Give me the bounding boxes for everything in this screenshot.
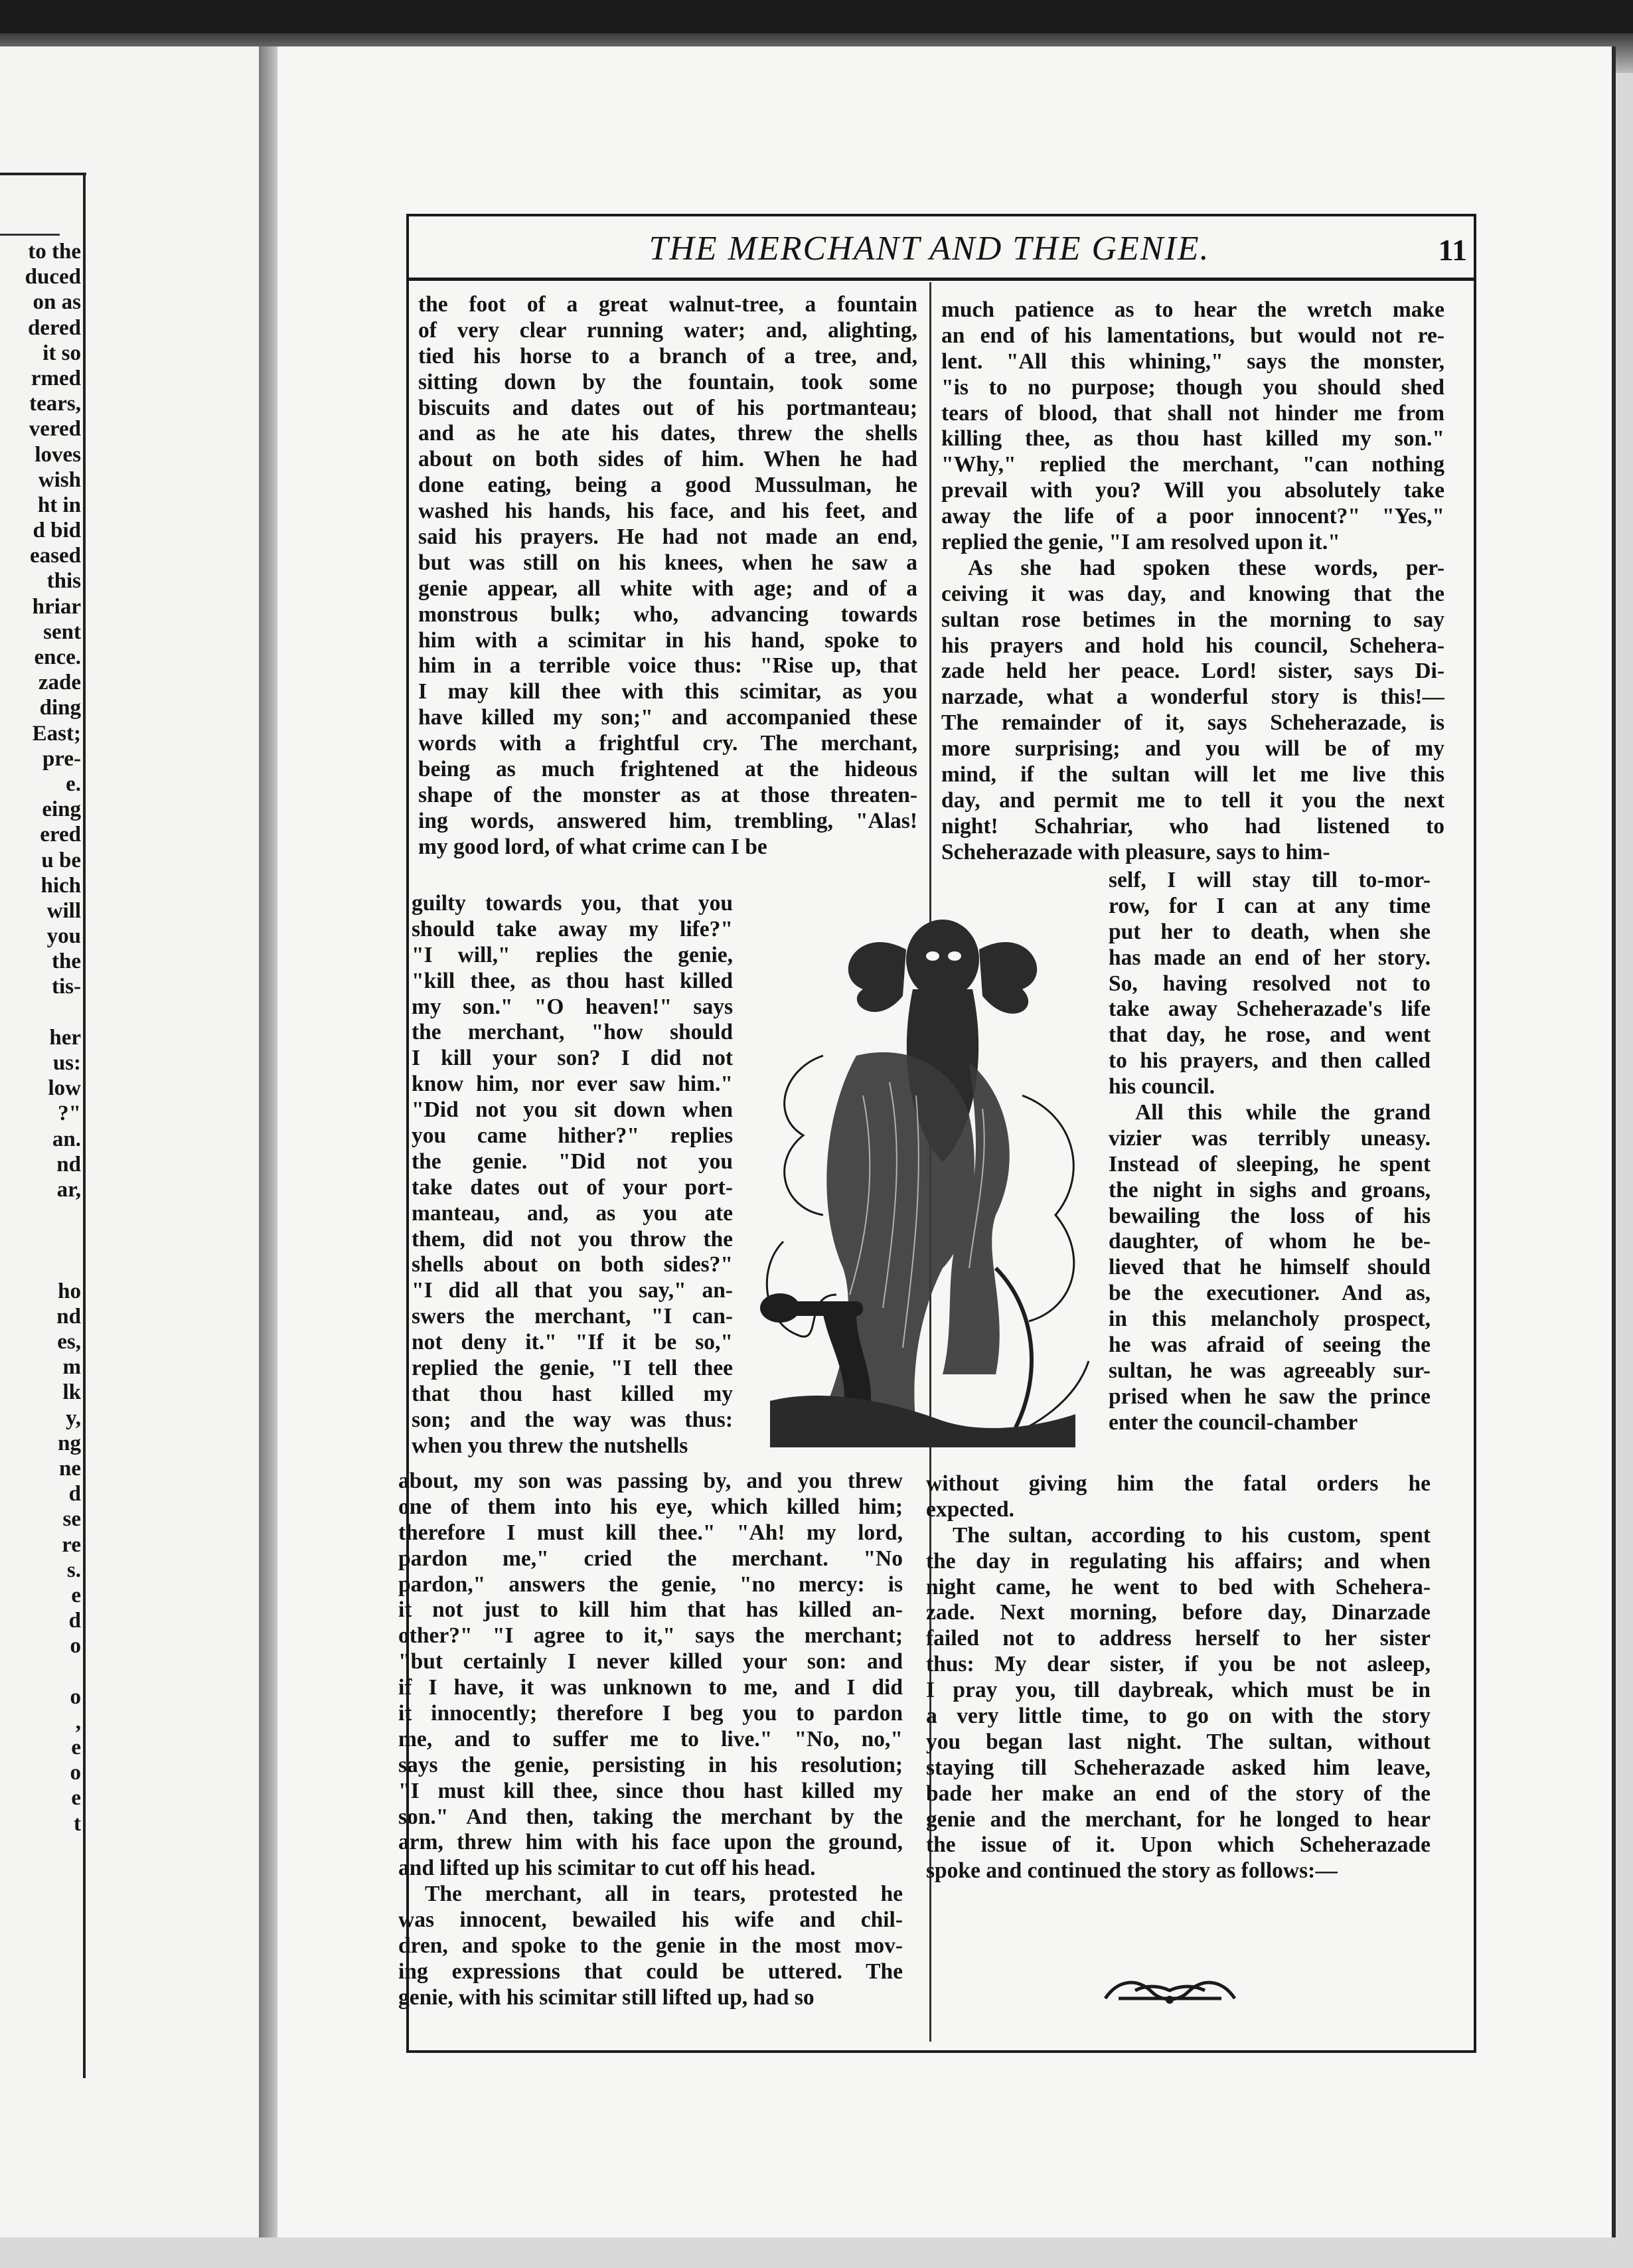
text-line: night came, he went to bed with Schehera- <box>926 1574 1431 1599</box>
left-page-fragment: e <box>71 1736 81 1760</box>
text-line: The remainder of it, says Scheherazade, is <box>941 710 1444 736</box>
text-line: "I will," replies the genie, <box>412 942 733 967</box>
text-line: take dates out of your port- <box>412 1174 733 1200</box>
genie-illustration <box>743 896 1102 1454</box>
text-line: genie and the merchant, for he longed to hear <box>926 1807 1431 1832</box>
text-line: vizier was terribly uneasy. <box>1109 1125 1431 1151</box>
text-line: know him, nor ever saw him." <box>412 1072 733 1097</box>
text-line: a very little time, to go on with the story <box>926 1704 1431 1729</box>
text-line: genie appear, all white with age; and of a <box>418 576 917 601</box>
left-page-fragment: hriar <box>32 594 81 619</box>
left-page-fragment: tears, <box>29 392 81 416</box>
text-line: monstrous bulk; who, advancing towards <box>418 602 917 627</box>
left-page-fragment: loves <box>35 442 81 467</box>
left-page-fragment: East; <box>32 721 81 746</box>
text-line: put her to death, when she <box>1109 919 1431 944</box>
left-page-fragment: o <box>70 1634 81 1659</box>
text-line: that day, he rose, and went <box>1109 1022 1431 1048</box>
text-line: about on both sides of him. When he had <box>418 447 917 472</box>
text-line: bewailing the loss of his <box>1109 1203 1431 1228</box>
right-column-text <box>941 297 1444 866</box>
text-line: have killed my son;" and accompanied these <box>418 705 917 730</box>
left-page-fragment: ered <box>40 823 81 847</box>
text-line: genie, with his scimitar still lifted up, had so <box>398 1984 815 2010</box>
left-column-continued-text <box>398 1469 903 2011</box>
text-line: dren, and spoke to the genie in the most mov- <box>398 1933 903 1959</box>
text-line: and lifted up his scimitar to cut off his head. <box>398 1856 816 1881</box>
left-page-fragment: the <box>52 949 81 974</box>
text-line: without giving him the fatal orders he <box>926 1471 1431 1496</box>
left-page-fragment: re <box>62 1532 81 1557</box>
text-line: done eating, being a good Mussulman, he <box>418 473 917 498</box>
text-line: "I did all that you say," an- <box>412 1278 733 1303</box>
left-page-fragment: d bid <box>33 519 81 543</box>
text-line: spoke and continued the story as follows:— <box>926 1858 1338 1884</box>
text-line: the genie. "Did not you <box>412 1149 733 1174</box>
text-line: be the executioner. And as, <box>1109 1281 1431 1306</box>
left-page-fragment: tis- <box>52 975 81 999</box>
text-line: night! Schahriar, who had listened to <box>941 813 1444 839</box>
text-line: words with a frightful cry. The merchant, <box>418 731 917 756</box>
text-line: day, and permit me to tell it you the next <box>941 787 1444 813</box>
left-page-fragment <box>0 1202 81 1228</box>
left-page-fragment: dered <box>27 315 81 340</box>
text-line: washed his hands, his face, and his feet, and <box>418 499 917 524</box>
text-line: my good lord, of what crime can I be <box>418 834 767 859</box>
left-page-fragment: nd <box>56 1304 81 1329</box>
left-page-fragment: e <box>71 1786 81 1811</box>
text-line: the night in sighs and groans, <box>1109 1177 1431 1202</box>
text-line: failed not to address herself to her sister <box>926 1626 1431 1651</box>
text-line: prised when he saw the prince <box>1109 1384 1431 1409</box>
text-line: mind, if the sultan will let me live this <box>941 762 1444 787</box>
text-line: the issue of it. Upon which Scheherazade <box>926 1832 1431 1858</box>
text-line: them, did not you throw the <box>412 1226 733 1252</box>
text-line: I kill your son? I did not <box>412 1046 733 1071</box>
left-page-subrule <box>0 234 60 236</box>
text-line: of very clear running water; and, alighting, <box>418 317 917 343</box>
text-line: sitting down by the fountain, took some <box>418 369 917 394</box>
text-line: more surprising; and you will be of my <box>941 736 1444 762</box>
text-line: therefore I must kill thee." "Ah! my lord, <box>398 1520 903 1545</box>
left-page-fragment: will <box>46 898 81 923</box>
text-line: manteau, and, as you ate <box>412 1200 733 1226</box>
text-line: to his prayers, and then called <box>1109 1048 1431 1074</box>
left-page-fragment <box>0 1659 81 1684</box>
left-page-fragment <box>0 1228 81 1253</box>
page-number: 11 <box>1438 233 1467 267</box>
text-line: expected. <box>926 1497 1015 1522</box>
left-page-fragment: on as <box>33 290 81 315</box>
text-line: away the life of a poor innocent?" "Yes," <box>941 504 1444 529</box>
text-line: ceiving it was day, and knowing that the <box>941 581 1444 606</box>
text-line: So, having resolved not to <box>1109 971 1431 996</box>
left-page-fragment: o <box>70 1684 81 1709</box>
text-line: daughter, of whom he be- <box>1109 1229 1431 1254</box>
text-line: prevail with you? Will you absolutely take <box>941 478 1444 503</box>
left-page-fragment: e <box>71 1583 81 1607</box>
text-line: staying till Scheherazade asked him leave, <box>926 1755 1431 1780</box>
text-line: the merchant, "how should <box>412 1020 733 1045</box>
header-rule <box>406 278 1474 281</box>
left-page-fragment: an. <box>52 1127 81 1151</box>
text-line: not deny it." "If it be so," <box>412 1330 733 1355</box>
text-line: my son." "O heaven!" says <box>412 994 733 1019</box>
right-column-continued-text <box>926 1471 1431 1884</box>
text-line: that thou hast killed my <box>412 1381 733 1406</box>
left-page-fragment: her <box>49 1025 81 1050</box>
text-line: lent. "All this whining," says the monster, <box>941 349 1444 374</box>
left-page-fragment: vered <box>29 417 81 442</box>
text-line: "is to no purpose; though you should shed <box>941 374 1444 400</box>
text-line: me, and to suffer me to live." "No, no," <box>398 1726 903 1751</box>
text-line: pardon me," cried the merchant. "No <box>398 1546 903 1571</box>
text-line: swers the merchant, "I can- <box>412 1304 733 1329</box>
text-line: "kill thee, as thou hast killed <box>412 968 733 993</box>
left-page-fragment: you <box>46 924 81 949</box>
text-line: he was afraid of seeing the <box>1109 1333 1431 1358</box>
text-line: should take away my life?" <box>412 916 733 941</box>
text-line: take away Scheherazade's life <box>1109 997 1431 1022</box>
text-line: his prayers and hold his council, Schehera- <box>941 633 1444 658</box>
left-page-fragment: sent <box>43 619 81 644</box>
left-page-rule <box>0 173 86 175</box>
text-line: Scheherazade with pleasure, says to him- <box>941 839 1330 864</box>
text-line: and as he ate his dates, threw the shells <box>418 421 917 446</box>
text-line: has made an end of her story. <box>1109 945 1431 970</box>
text-line: I pray you, till daybreak, which must be in <box>926 1678 1431 1703</box>
text-line: killing thee, as thou hast killed my son." <box>941 426 1444 451</box>
text-line: zade. Next morning, before day, Dinarzade <box>926 1600 1431 1625</box>
text-line: "but certainly I never killed your son: and <box>398 1649 903 1674</box>
text-line: you began last night. The sultan, without <box>926 1729 1431 1754</box>
right-column-wrapped-text <box>1109 868 1431 1436</box>
text-line: an end of his lamentations, but would not re- <box>941 323 1444 348</box>
text-line: narzade, what a wonderful story is this!— <box>941 685 1444 710</box>
left-page-fragment: us: <box>52 1051 81 1075</box>
text-line: much patience as to hear the wretch make <box>941 297 1444 322</box>
left-page-fragment: lk <box>62 1380 81 1405</box>
left-page-fragment: eing <box>42 797 81 822</box>
text-line: All this while the grand <box>1135 1100 1431 1125</box>
text-line: sultan, he was agreeably sur- <box>1109 1358 1431 1383</box>
left-page-fragment: ng <box>58 1431 81 1455</box>
ornament-icon <box>1099 1972 1241 2012</box>
left-page-fragment: zade <box>38 671 81 695</box>
left-page-fragment: to the <box>28 240 81 264</box>
left-page-fragment: m <box>62 1355 81 1380</box>
text-line: The sultan, according to his custom, spent <box>953 1522 1431 1548</box>
text-line: one of them into his eye, which killed him; <box>398 1494 903 1519</box>
text-line: the day in regulating his affairs; and when <box>926 1548 1431 1574</box>
left-page-fragment: ho <box>58 1279 81 1303</box>
left-page <box>0 46 262 2237</box>
text-line: him in a terrible voice thus: "Rise up, that <box>418 653 917 679</box>
left-page-fragment: ding <box>39 696 81 720</box>
left-page-fragment: ence. <box>34 645 81 669</box>
left-page-fragment: ?" <box>58 1101 81 1126</box>
text-line: "Did not you sit down when <box>412 1097 733 1123</box>
text-line: son." And then, taking the merchant by the <box>398 1804 903 1829</box>
left-column-text <box>418 292 917 860</box>
text-line: lieved that he himself should <box>1109 1255 1431 1280</box>
text-line: enter the council-chamber <box>1109 1410 1358 1435</box>
left-page-fragment: o <box>70 1761 81 1785</box>
text-line: it innocently; therefore I beg you to pardon <box>398 1701 903 1726</box>
text-line: the foot of a great walnut-tree, a fountain <box>418 292 917 317</box>
left-page-fragment: eased <box>30 544 81 568</box>
text-line: Instead of sleeping, he spent <box>1109 1151 1431 1176</box>
text-line: The merchant, all in tears, protested he <box>425 1882 903 1907</box>
text-line: him with a scimitar in his hand, spoke to <box>418 627 917 653</box>
text-line: biscuits and dates out of his portmanteau; <box>418 395 917 420</box>
text-line: As she had spoken these words, per- <box>968 555 1444 580</box>
text-line: but was still on his knees, when he saw a <box>418 550 917 575</box>
left-page-fragment: hich <box>40 873 81 898</box>
text-line: his council. <box>1109 1074 1215 1099</box>
text-line: replied the genie, "I am resolved upon it." <box>941 530 1340 555</box>
text-line: bade her make an end of the story of the <box>926 1781 1431 1806</box>
running-head: THE MERCHANT AND THE GENIE. <box>649 230 1210 268</box>
text-line: "Why," replied the merchant, "can nothing <box>941 452 1444 477</box>
text-line: you came hither?" replies <box>412 1123 733 1149</box>
text-line: pardon," answers the genie, "no mercy: is <box>398 1572 903 1597</box>
text-line: said his prayers. He had not made an end, <box>418 525 917 550</box>
left-page-fragment: u be <box>41 848 81 872</box>
left-page-fragment: rmed <box>31 366 81 390</box>
left-page-text-fragments <box>0 239 81 1836</box>
text-line: shape of the monster as at those threaten- <box>418 782 917 807</box>
text-line: replied the genie, "I tell thee <box>412 1356 733 1381</box>
left-page-fragment: pre- <box>42 746 81 771</box>
text-line: self, I will stay till to-mor- <box>1109 868 1431 892</box>
text-line: ing words, answered him, trembling, "Alas! <box>418 808 917 833</box>
text-line: sultan rose betimes in the morning to say <box>941 607 1444 632</box>
text-line: says the genie, persisting in his resolution; <box>398 1752 903 1777</box>
text-line: "I must kill thee, since thou hast killed my <box>398 1778 903 1803</box>
text-line: in this melancholy prospect, <box>1109 1307 1431 1332</box>
text-line: about, my son was passing by, and you threw <box>398 1469 903 1493</box>
left-page-fragment: low <box>48 1076 81 1101</box>
text-line: arm, threw him with his face upon the ground, <box>398 1830 903 1855</box>
text-line: I may kill thee with this scimitar, as you <box>418 679 917 704</box>
left-page-column-rule <box>83 173 86 2078</box>
left-page-fragment: ar, <box>56 1177 81 1202</box>
left-page-fragment: ht in <box>37 493 81 517</box>
left-page-fragment: e. <box>66 771 81 796</box>
text-line: thus: My dear sister, if you be not asleep, <box>926 1652 1431 1677</box>
left-page-fragment: d <box>68 1609 81 1633</box>
left-page-fragment: d <box>68 1482 81 1506</box>
text-line: when you threw the nutshells <box>412 1433 688 1458</box>
left-page-fragment <box>0 1254 81 1279</box>
left-page-fragment: ne <box>59 1457 81 1481</box>
book-gutter <box>259 46 277 2237</box>
left-column-wrapped-text <box>412 891 733 1459</box>
text-line: guilty towards you, that you <box>412 891 733 916</box>
text-line: shells about on both sides?" <box>412 1252 733 1277</box>
left-page-fragment: , <box>75 1710 81 1734</box>
left-page-fragment: wish <box>38 467 81 492</box>
left-page-fragment: se <box>62 1507 81 1532</box>
left-page-fragment: y, <box>66 1406 81 1430</box>
left-page-fragment: it so <box>42 341 81 365</box>
text-line: row, for I can at any time <box>1109 893 1431 918</box>
left-page-fragment: s. <box>66 1558 81 1582</box>
left-page-fragment: this <box>46 569 81 594</box>
text-line: if I have, it was unknown to me, and I did <box>398 1675 903 1700</box>
text-line: being as much frightened at the hideous <box>418 757 917 782</box>
left-page-fragment: nd <box>56 1152 81 1176</box>
text-line: son; and the way was thus: <box>412 1407 733 1432</box>
text-line: tears of blood, that shall not hinder me from <box>941 400 1444 426</box>
text-line: it not just to kill him that has killed an- <box>398 1597 903 1623</box>
text-line: other?" "I agree to it," says the merchant; <box>398 1623 903 1649</box>
left-page-fragment: es, <box>57 1330 81 1354</box>
text-line: zade held her peace. Lord! sister, says Di- <box>941 659 1444 684</box>
text-line: was innocent, bewailed his wife and chil- <box>398 1907 903 1933</box>
left-page-fragment: duced <box>25 265 81 289</box>
left-page-fragment: t <box>74 1811 81 1836</box>
text-line: ing expressions that could be uttered. The <box>398 1959 903 1984</box>
left-page-fragment <box>0 1000 81 1025</box>
text-line: tied his horse to a branch of a tree, and, <box>418 343 917 368</box>
